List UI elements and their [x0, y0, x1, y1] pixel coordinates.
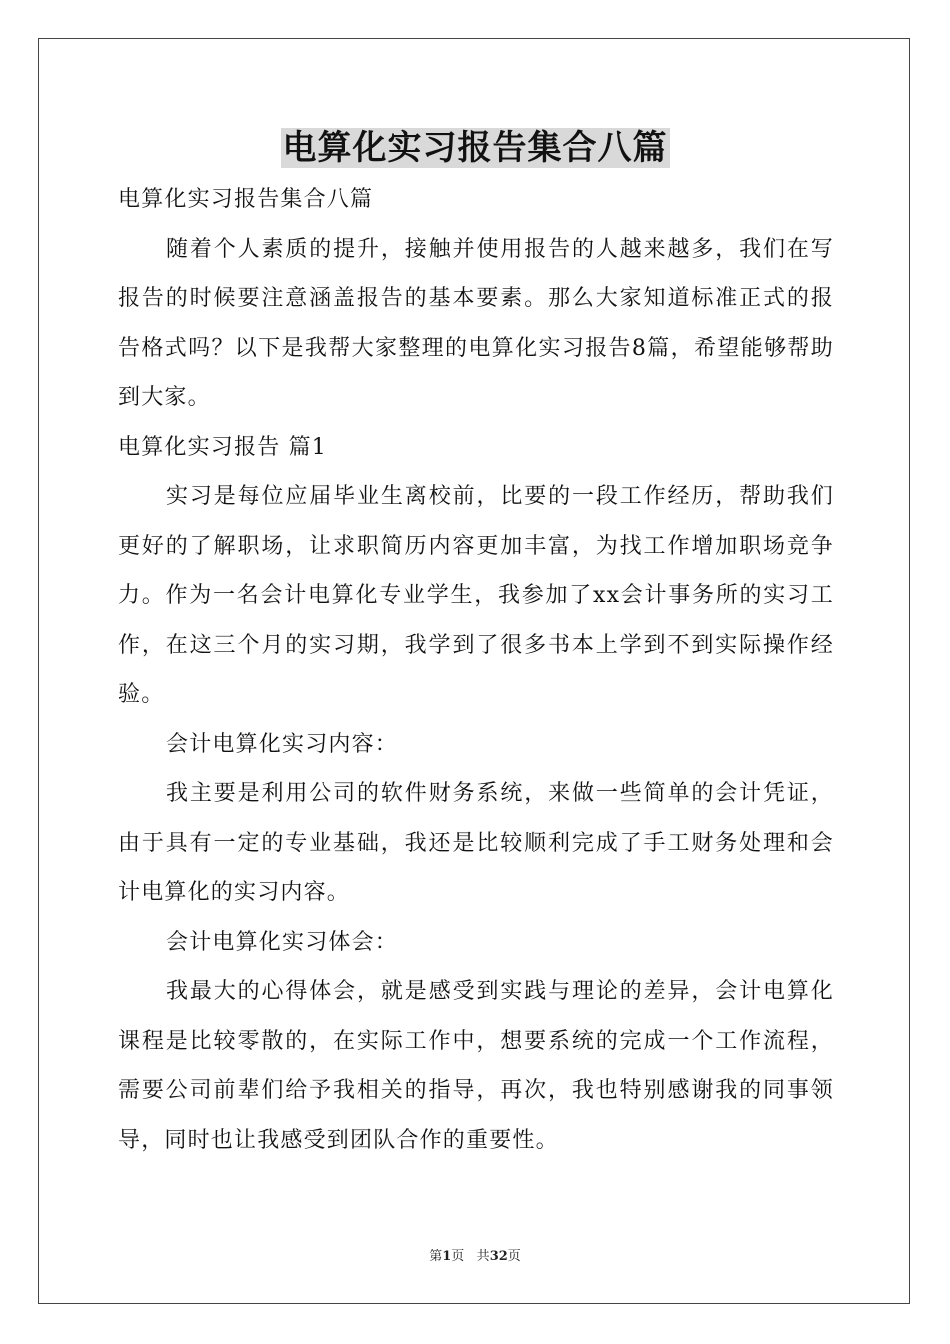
body-paragraph: 实习是每位应届毕业生离校前，比要的一段工作经历，帮助我们更好的了解职场，让求职简历内容更加丰富，为找工作增加职场竞争力。作为一名会计电算化专业学生，我参加了xx会计事务所的实习工作，在这三个月的实习期，我学到了很多书本上学到不到实际操作经验。 — [118, 484, 834, 707]
subtitle-line: 电算化实习报告集合八篇 — [118, 187, 374, 212]
body-paragraph: 我主要是利用公司的软件财务系统，来做一些简单的会计凭证，由于具有一定的专业基础，我还是比较顺利完成了手工财务处理和会计电算化的实习内容。 — [118, 781, 834, 905]
subheading-content: 会计电算化实习内容： — [166, 731, 399, 757]
intro-paragraph: 随着个人素质的提升，接触并使用报告的人越来越多，我们在写报告的时候要注意涵盖报告的基本要素。那么大家知道标准正式的报告格式吗？以下是我帮大家整理的电算化实习报告8篇，希望能够帮助到大家。 — [118, 236, 834, 410]
page-prefix: 第 — [429, 1249, 443, 1264]
document-title-text: 电算化实习报告集合八篇 — [282, 128, 668, 168]
document-body — [118, 175, 834, 1165]
subheading-experience: 会计电算化实习体会： — [166, 929, 399, 955]
section-heading-1: 电算化实习报告 篇1 — [118, 434, 327, 460]
page-number: 1 — [442, 1249, 452, 1264]
total-prefix: 共 — [476, 1249, 490, 1264]
page-footer — [0, 1245, 950, 1264]
total-pages: 32 — [489, 1249, 508, 1264]
page-unit: 页 — [451, 1249, 465, 1264]
total-unit: 页 — [507, 1249, 521, 1264]
document-title — [0, 125, 950, 171]
body-paragraph: 我最大的心得体会，就是感受到实践与理论的差异，会计电算化课程是比较零散的，在实际工作中，想要系统的完成一个工作流程，需要公司前辈们给予我相关的指导，再次，我也特别感谢我的同事领导，同时也让我感受到团队合作的重要性。 — [118, 979, 834, 1153]
